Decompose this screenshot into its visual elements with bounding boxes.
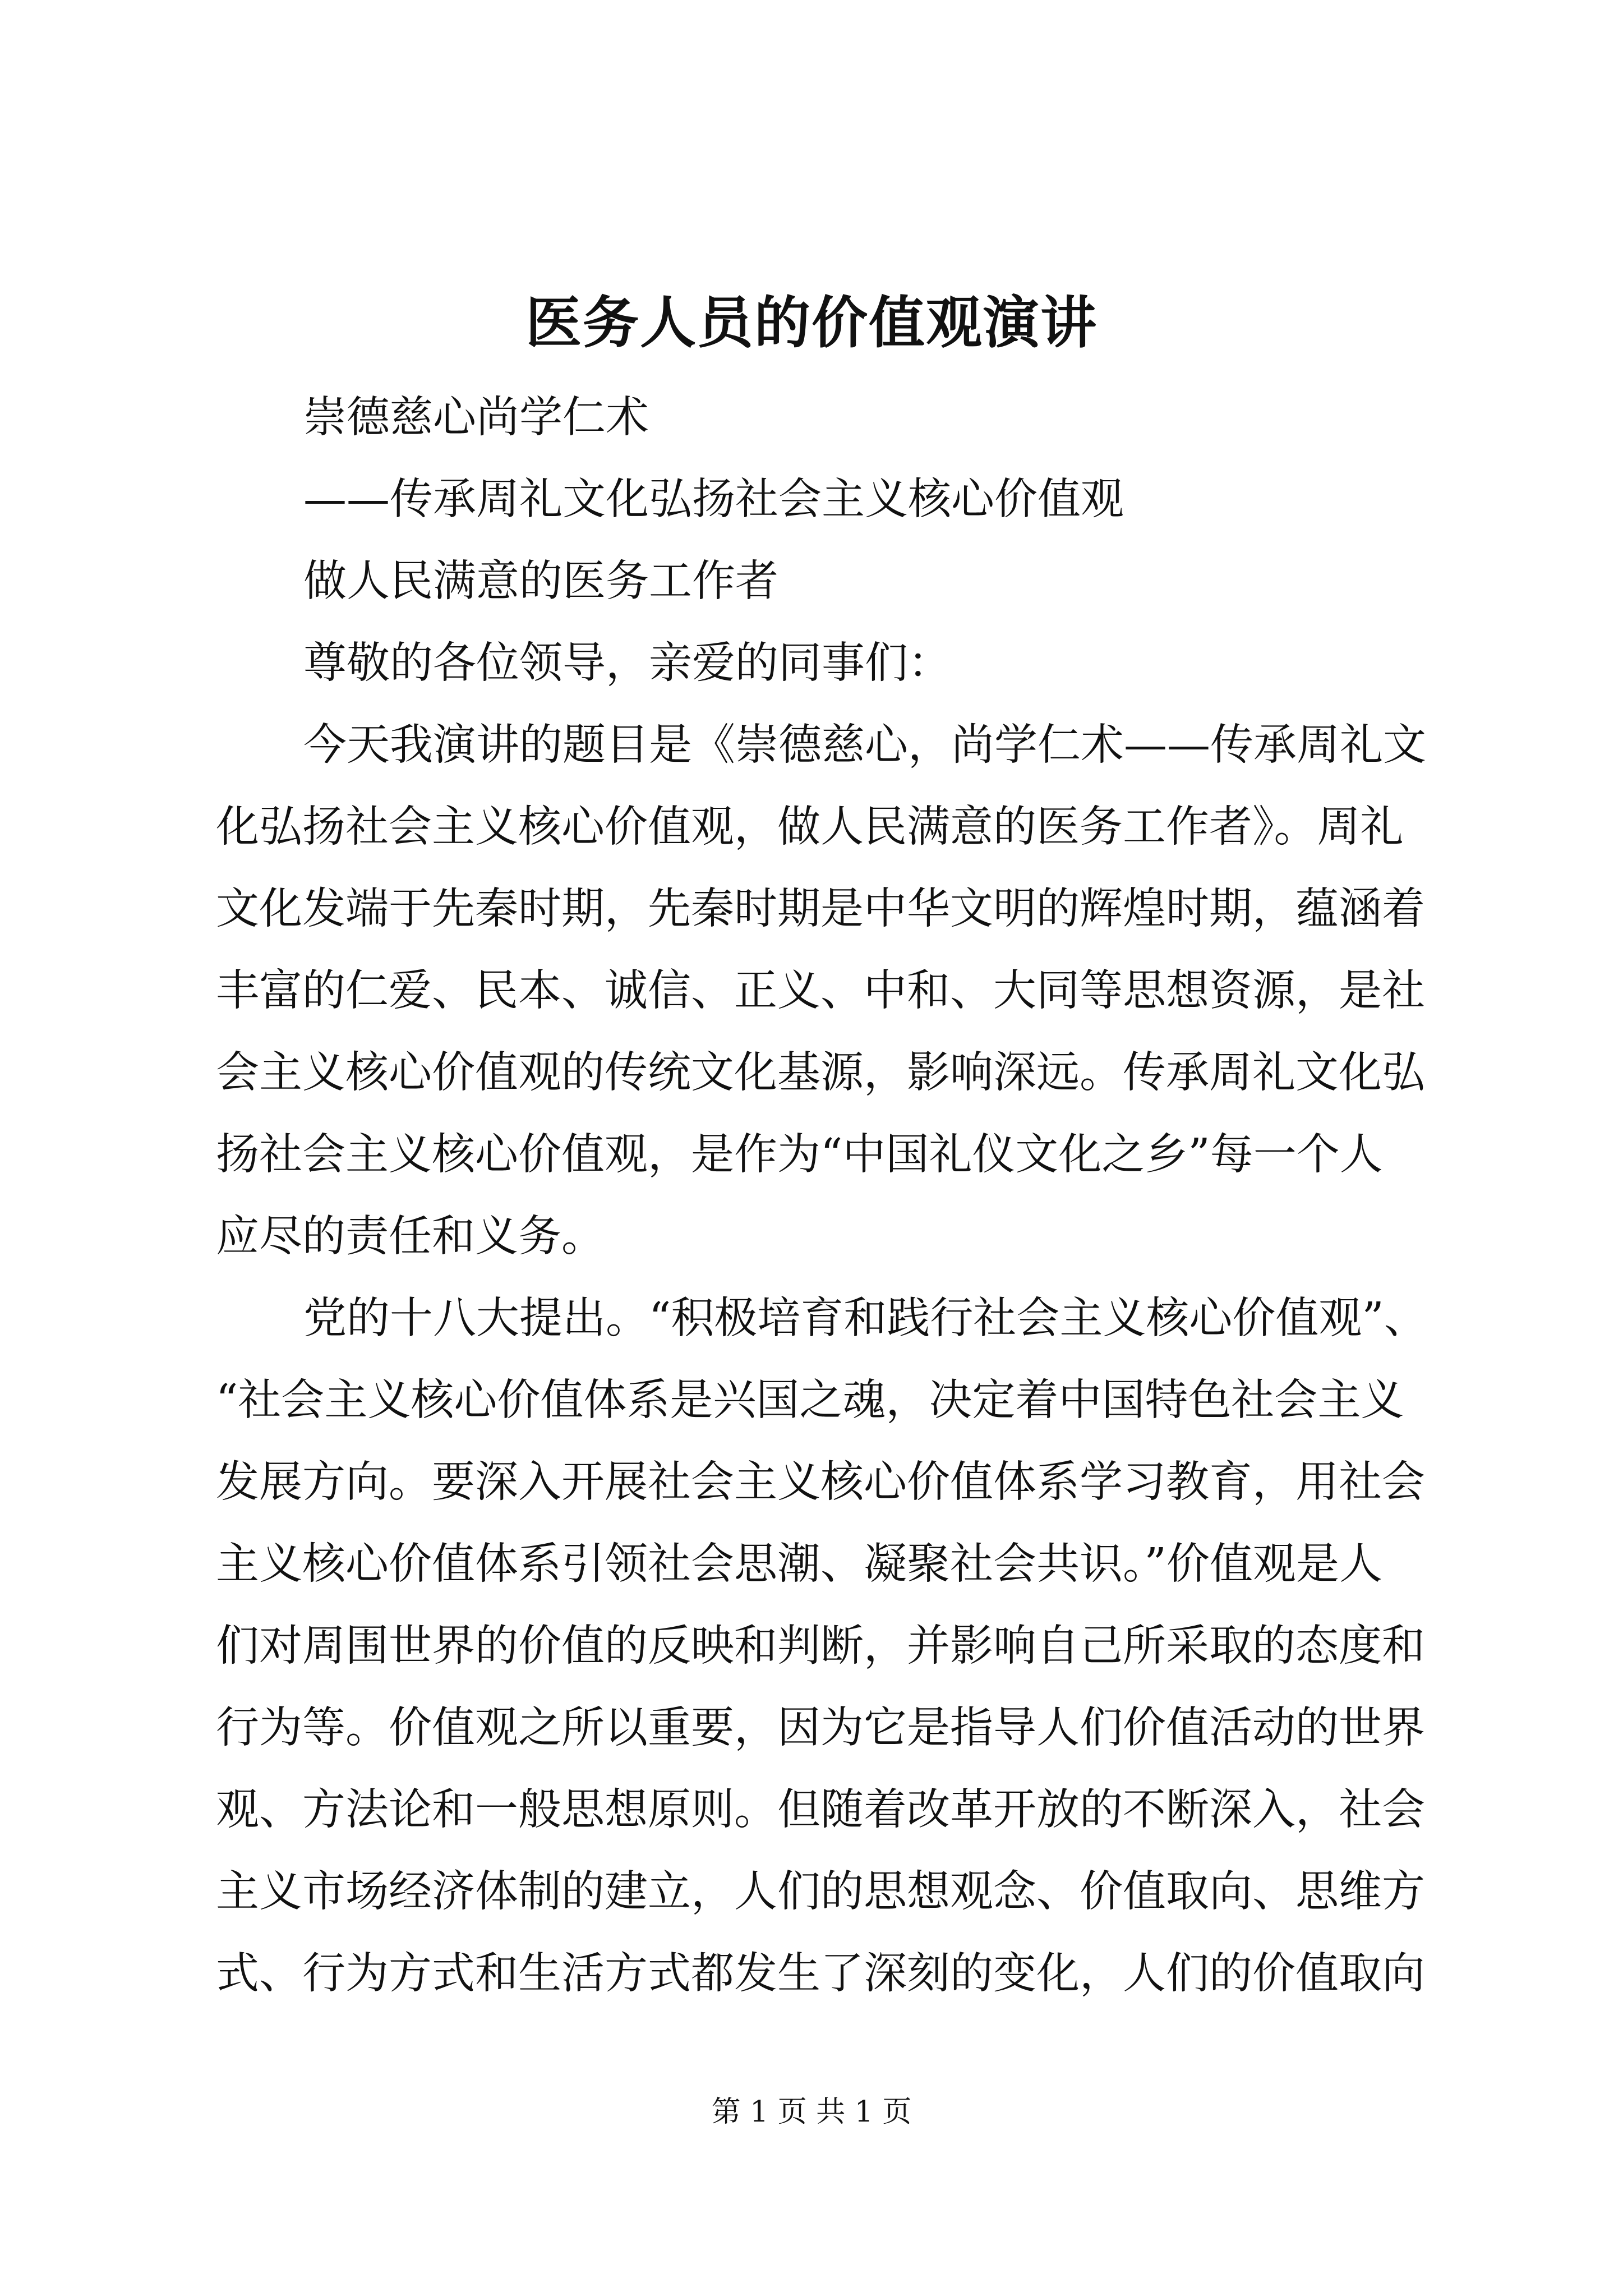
paragraph-line: 主义市场经济体制的建立，人们的思想观念、价值取向、思维方 [216,1867,1425,1917]
paragraph-line: 今天我演讲的题目是《崇德慈心，尚学仁术——传承周礼文 [303,720,1426,770]
paragraph-line: 发展方向。要深入开展社会主义核心价值体系学习教育，用社会 [216,1457,1425,1507]
paragraph-line: 式、行为方式和生活方式都发生了深刻的变化，人们的价值取向 [216,1949,1425,1999]
paragraph-line: 行为等。价值观之所以重要，因为它是指导人们价值活动的世界 [216,1703,1425,1753]
paragraph-line: 化弘扬社会主义核心价值观，做人民满意的医务工作者》。周礼 [216,802,1404,852]
paragraph-line: 党的十八大提出。“积极培育和践行社会主义核心价值观”、 [303,1294,1427,1343]
subtitle-line: 崇德慈心尚学仁术 [303,393,649,443]
paragraph-line: 文化发端于先秦时期，先秦时期是中华文明的辉煌时期，蕴涵着 [216,884,1425,934]
paragraph-line: 观、方法论和一般思想原则。但随着改革开放的不断深入，社会 [216,1785,1425,1835]
document-title: 医务人员的价值观演讲 [525,289,1098,356]
paragraph-line: 丰富的仁爱、民本、诚信、正义、中和、大同等思想资源，是社 [216,966,1425,1016]
paragraph-line: “社会主义核心价值体系是兴国之魂，决定着中国特色社会主义 [216,1375,1404,1425]
subtitle-line: 做人民满意的医务工作者 [303,556,778,606]
salutation-line: 尊敬的各位领导，亲爱的同事们： [303,638,951,688]
page-footer: 第 1 页 共 1 页 [711,2095,912,2129]
document-body [216,377,1427,2015]
paragraph-line: 扬社会主义核心价值观，是作为“中国礼仪文化之乡”每一个人 [216,1130,1383,1180]
paragraph-2 [216,1278,1427,2015]
paragraph-1 [216,705,1426,1278]
subtitle-line: ——传承周礼文化弘扬社会主义核心价值观 [303,475,1124,524]
paragraph-line: 会主义核心价值观的传统文化基源，影响深远。传承周礼文化弘 [216,1048,1425,1098]
paragraph-line: 主义核心价值体系引领社会思潮、凝聚社会共识。”价值观是人 [216,1539,1382,1589]
paragraph-line: 应尽的责任和义务。 [216,1212,605,1262]
paragraph-line: 们对周围世界的价值的反映和判断，并影响自己所采取的态度和 [216,1621,1425,1671]
